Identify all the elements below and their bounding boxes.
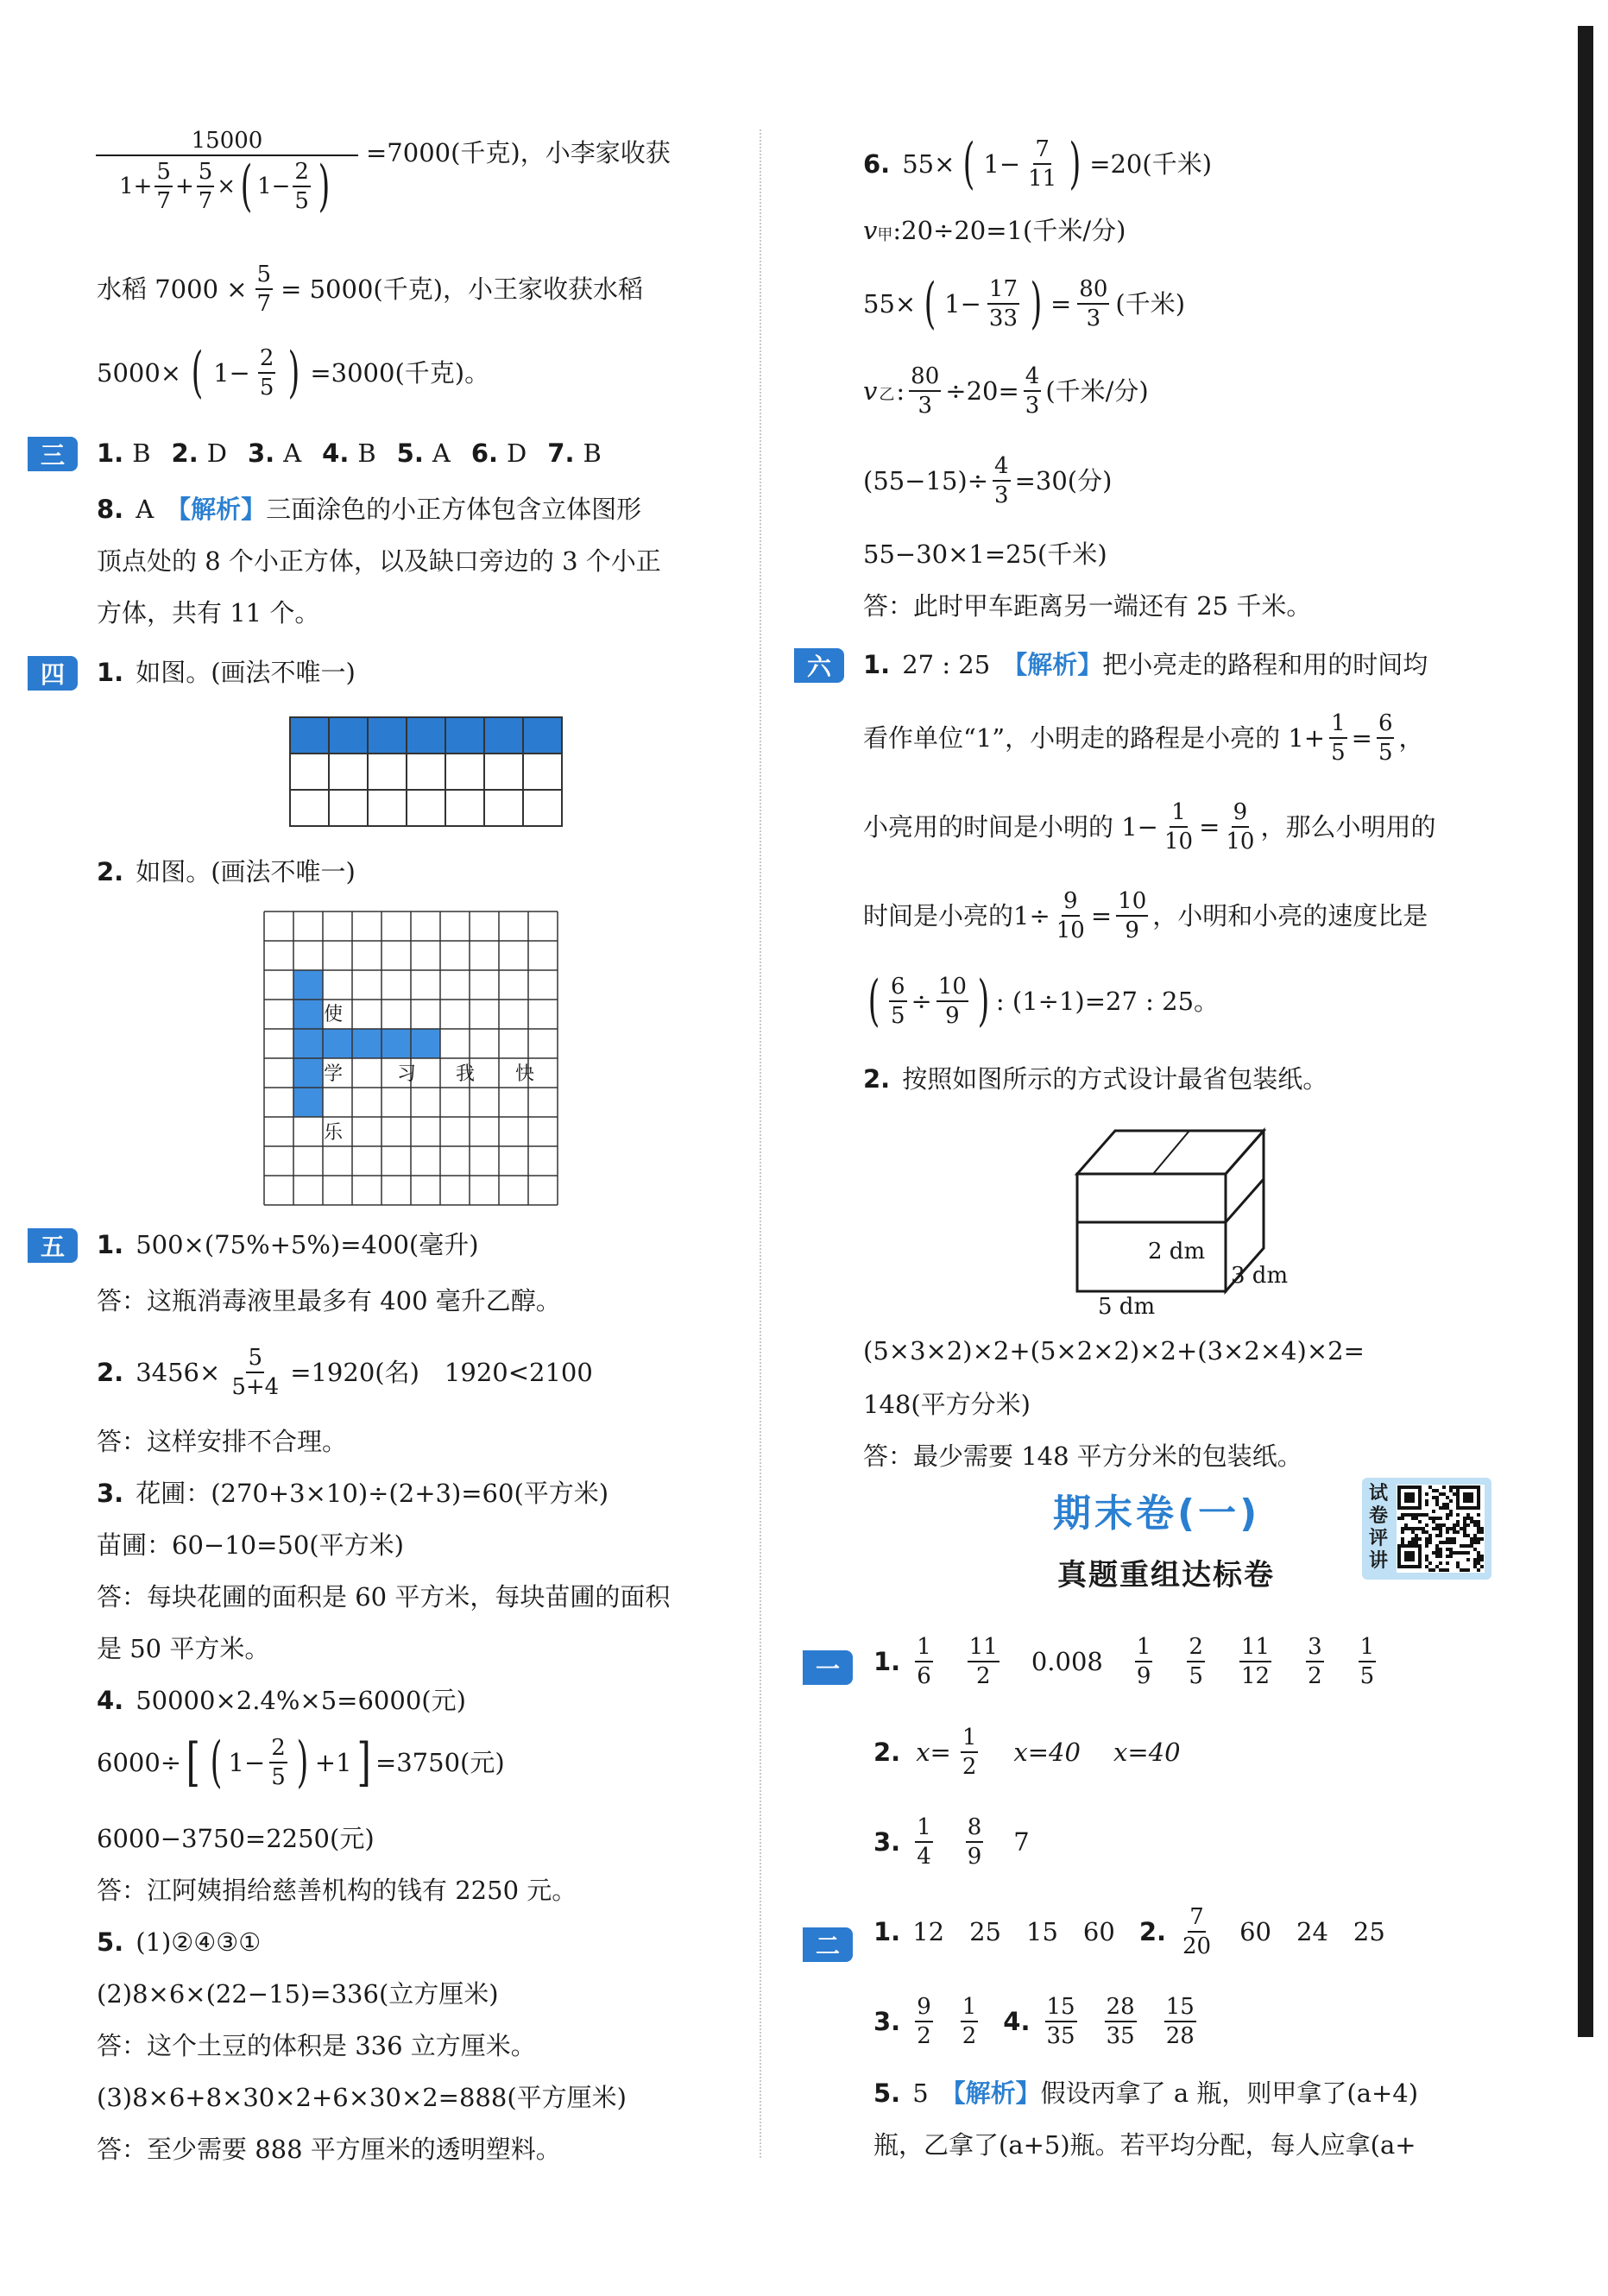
big-fraction: 15000 1+ $\frac{5}{7}$ + $\frac{5}{7}$ × ( 1− $\frac{2}{5}$ ) bbox=[96, 129, 358, 214]
left-column bbox=[0, 0, 760, 2296]
s6-q2: 2. 按照如图所示的方式设计最省包装纸。 bbox=[863, 1064, 1328, 1094]
q6-l3: 55× ( 1− $\frac{17}{33}$ ) = $\frac{80}{3}$ (千米) bbox=[863, 272, 1186, 336]
eq-line-1 bbox=[93, 128, 671, 218]
shaded-cell bbox=[293, 1058, 323, 1088]
s5-q3-l2: 苗圃：60−10=50(平方米) bbox=[97, 1530, 404, 1560]
qr-code-panel[interactable] bbox=[1362, 1478, 1491, 1580]
shaded-cell bbox=[293, 970, 323, 1000]
s6-q1-l4: 时间是小亮的1÷ $\frac{9}{10}$ = $\frac{10}{9}$ ，小明和小亮的速度比是 bbox=[863, 888, 1428, 943]
shaded-cell bbox=[411, 1029, 440, 1058]
eq-line-2: 水稻 7000 × $\frac{5}{7}$ = 5000(千克)，小王家收获水稻 bbox=[97, 262, 644, 317]
qr-code-icon bbox=[1397, 1485, 1485, 1573]
s5-q5-l3: 答：这个土豆的体积是 336 立方厘米。 bbox=[97, 2031, 536, 2060]
s5-q5-l1: 5. (1)②④③① bbox=[97, 1927, 262, 1957]
e2-q1-q2: 1. 12 25 15 60 2. $\frac{7}{20}$ 60 24 25 bbox=[873, 1904, 1385, 1959]
net-char-2: 学 bbox=[324, 1063, 344, 1085]
net-char-1: 使 bbox=[324, 1004, 344, 1025]
net-char-3: 习 bbox=[397, 1063, 417, 1085]
s5-q4-l3: 6000−3750=2250(元) bbox=[97, 1824, 375, 1853]
eq-result: =7000(千克)，小李家收获 bbox=[366, 137, 671, 167]
s5-q4-l1: 4. 50000×2.4%×5=6000(元) bbox=[97, 1686, 466, 1715]
e1-q2: 2. x= $\frac{1}{2}$ x=40 x=40 bbox=[873, 1725, 1181, 1780]
net-char-5: 快 bbox=[515, 1063, 535, 1085]
section-badge-3: 三 bbox=[28, 437, 78, 471]
q8-line-2: 顶点处的 8 个小正方体，以及缺口旁边的 3 个小正 bbox=[97, 546, 661, 576]
q8-line-3: 方体，共有 11 个。 bbox=[97, 598, 320, 628]
section-badge-6: 六 bbox=[794, 648, 844, 683]
page-edge-shadow bbox=[1578, 26, 1593, 2037]
q6-l2: v 甲 :20÷20=1(千米/分) bbox=[863, 216, 1126, 245]
s5-q5-l5: 答：至少需要 888 平方厘米的透明塑料。 bbox=[97, 2135, 561, 2164]
eq-line-3: 5000× ( 1− $\frac{2}{5}$ ) =3000(千克)。 bbox=[97, 341, 490, 405]
shaded-cell bbox=[323, 1029, 352, 1058]
shaded-cell bbox=[352, 1029, 382, 1058]
e1-q1: 1. $\frac{1}{6}$ $\frac{11}{2}$ 0.008 $\frac{1}{9}$ $\frac{2}{5}$ $\frac{11}{12}$ $\frac{3}{2}$ $\frac{1}{5}$ bbox=[873, 1634, 1375, 1689]
net-char-4: 我 bbox=[456, 1063, 476, 1085]
cube-net-grid bbox=[263, 911, 558, 1206]
box-depth-label: 3 dm bbox=[1231, 1263, 1289, 1289]
shaded-cell bbox=[293, 1029, 323, 1058]
q6-l5: (55−15)÷ $\frac{4}{3}$ =30(分) bbox=[863, 453, 1113, 508]
q6-l4: v 乙 : $\frac{80}{3}$ ÷20= $\frac{4}{3}$ (千米/分) bbox=[863, 363, 1149, 419]
s5-q1-answer: 答：这瓶消毒液里最多有 400 毫升乙醇。 bbox=[97, 1286, 561, 1315]
s6-q1-l3: 小亮用的时间是小明的 1− $\frac{1}{10}$ = $\frac{9}{10}$ ，那么小明用的 bbox=[863, 799, 1436, 855]
shaded-cell bbox=[382, 1029, 411, 1058]
shaded-cell bbox=[293, 1088, 323, 1117]
section-badge-4: 四 bbox=[28, 656, 78, 691]
right-column bbox=[777, 0, 1562, 2296]
s4-q2: 2. 如图。(画法不唯一) bbox=[97, 857, 356, 886]
s5-q2: 2. 3456× $\frac{5}{5+4}$ =1920(名) 1920<2100 bbox=[97, 1345, 593, 1400]
exam-badge-1: 一 bbox=[803, 1650, 853, 1685]
q8-line-1: 8. A 【解析】 三面涂色的小正方体包含立体图形 bbox=[97, 495, 642, 524]
net-char-6: 乐 bbox=[324, 1122, 344, 1144]
e1-q3: 3. $\frac{1}{4}$ $\frac{8}{9}$ 7 bbox=[873, 1814, 1030, 1870]
mc-answers: 1. B 2. D 3. A 4. B 5. A 6. D 7. B bbox=[97, 438, 602, 468]
s5-q3-l4: 是 50 平方米。 bbox=[97, 1634, 270, 1663]
exam-title: 期末卷(一) bbox=[1053, 1492, 1261, 1536]
s6-q2-l2: 148(平方分米) bbox=[863, 1390, 1031, 1419]
s6-q2-answer: 答：最少需要 148 平方分米的包装纸。 bbox=[863, 1441, 1302, 1471]
exam-badge-2: 二 bbox=[803, 1927, 853, 1962]
exam-subtitle: 真题重组达标卷 bbox=[1057, 1558, 1275, 1593]
s4-q1: 1. 如图。(画法不唯一) bbox=[97, 658, 356, 687]
e2-q5-l1: 5. 5 【解析】 假设丙拿了 a 瓶，则甲拿了(a+4) bbox=[873, 2078, 1419, 2108]
s5-q5-l2: (2)8×6×(22−15)=336(立方厘米) bbox=[97, 1979, 499, 2009]
q6-l6: 55−30×1=25(千米) bbox=[863, 539, 1107, 569]
shaded-cell bbox=[293, 1000, 323, 1029]
s5-q1: 1. 500×(75%+5%)=400(毫升) bbox=[97, 1230, 479, 1259]
s5-q4-l4: 答：江阿姨捐给慈善机构的钱有 2250 元。 bbox=[97, 1876, 577, 1905]
q6-l7: 答：此时甲车距离另一端还有 25 千米。 bbox=[863, 591, 1312, 621]
s6-q1-l1: 1. 27 : 25 【解析】 把小亮走的路程和用的时间均 bbox=[863, 650, 1428, 679]
box-diagram bbox=[1062, 1113, 1303, 1321]
shading-grid bbox=[289, 716, 563, 827]
e2-q3-q4: 3. $\frac{9}{2}$ $\frac{1}{2}$ 4. $\frac{15}{35}$ $\frac{28}{35}$ $\frac{15}{28}$ bbox=[873, 1994, 1195, 2049]
qr-label: 试卷评讲 bbox=[1368, 1483, 1388, 1572]
box-width-label: 5 dm bbox=[1098, 1294, 1156, 1320]
s6-q2-l1: (5×3×2)×2+(5×2×2)×2+(3×2×4)×2= bbox=[863, 1336, 1365, 1366]
e2-q5-l2: 瓶，乙拿了(a+5)瓶。若平均分配，每人应拿(a+ bbox=[873, 2130, 1416, 2160]
box-height-label: 2 dm bbox=[1148, 1239, 1206, 1265]
s5-q3-l1: 3. 花圃：(270+3×10)÷(2+3)=60(平方米) bbox=[97, 1479, 609, 1508]
s5-q5-l4: (3)8×6+8×30×2+6×30×2=888(平方厘米) bbox=[97, 2083, 627, 2112]
s6-q1-l2: 看作单位“1”，小明走的路程是小亮的 1+ $\frac{1}{5}$ = $\frac{6}{5}$ ， bbox=[863, 710, 1424, 766]
column-divider bbox=[760, 129, 761, 2158]
s6-q1-l5: ( $\frac{6}{5}$ ÷ $\frac{10}{9}$ ) : (1÷1)=27 : 25。 bbox=[867, 969, 1220, 1033]
s5-q2-answer: 答：这样安排不合理。 bbox=[97, 1427, 348, 1456]
q6-l1: 6. 55× ( 1− $\frac{7}{11}$ ) =20(千米) bbox=[863, 132, 1213, 196]
section-badge-5: 五 bbox=[28, 1228, 78, 1263]
s5-q4-l2: 6000÷ [ ( 1− $\frac{2}{5}$ ) +1 ] =3750(元) bbox=[97, 1731, 505, 1795]
s5-q3-l3: 答：每块花圃的面积是 60 平方米，每块苗圃的面积 bbox=[97, 1582, 671, 1612]
